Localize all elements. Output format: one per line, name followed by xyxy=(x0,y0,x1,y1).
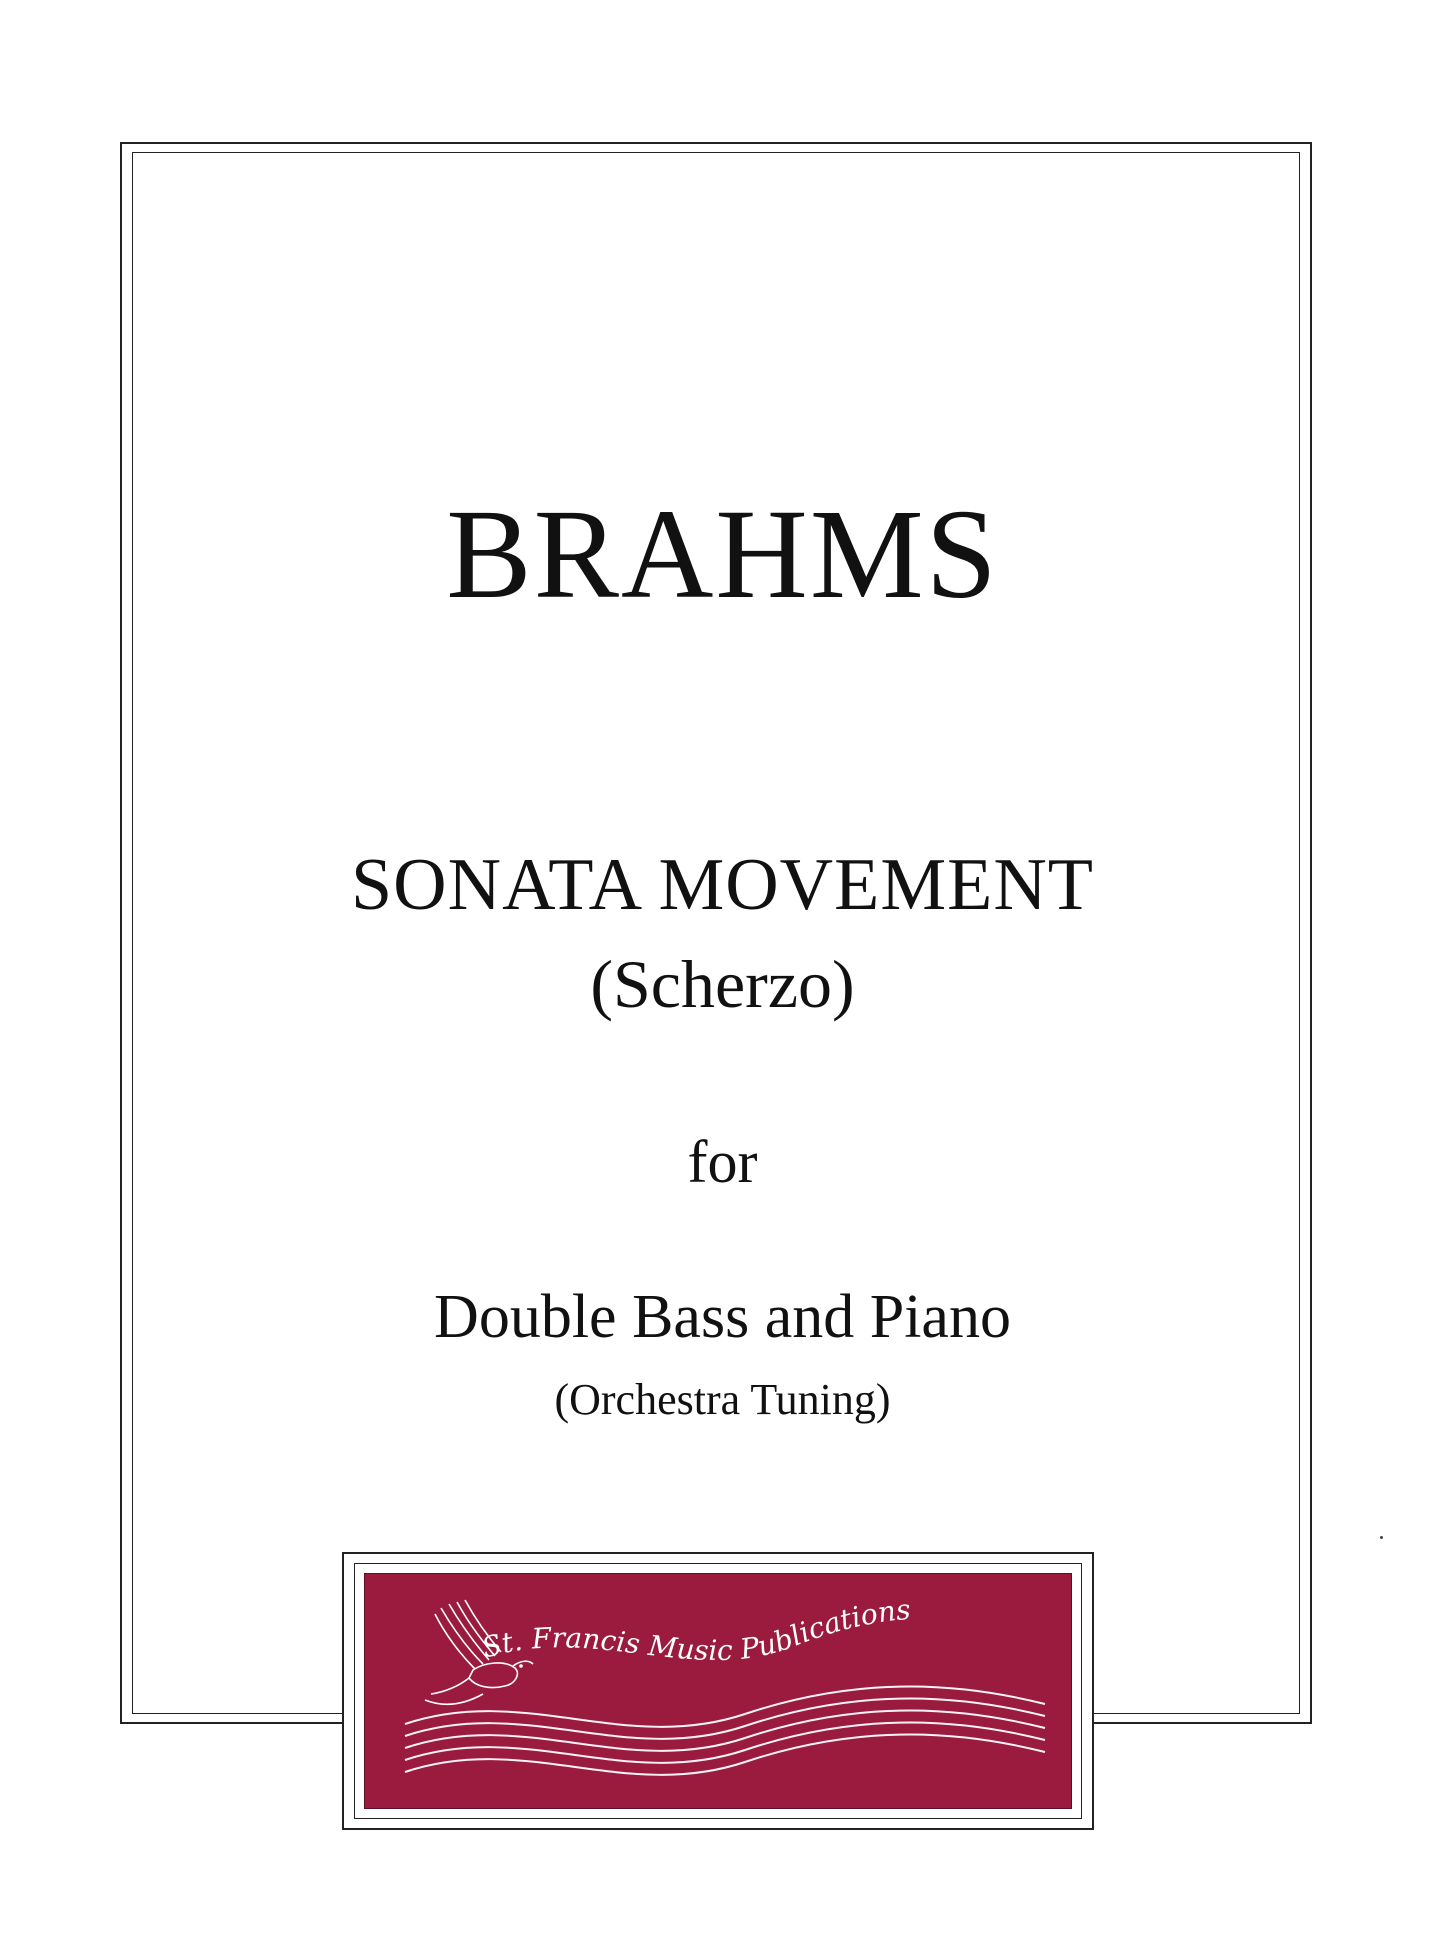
dove-on-staff-logo-icon xyxy=(365,1574,1072,1809)
publisher-name: St. Francis Music Publications xyxy=(478,1592,912,1668)
tuning-note: (Orchestra Tuning) xyxy=(554,1375,891,1424)
work-title: SONATA MOVEMENT xyxy=(351,844,1094,926)
publisher-plate xyxy=(364,1573,1072,1809)
composer-name: BRAHMS xyxy=(446,483,999,625)
scan-speck xyxy=(1380,1536,1383,1539)
svg-text:St. Francis Music Publications xyxy=(478,1593,911,1667)
work-subtitle: (Scherzo) xyxy=(590,946,855,1022)
for-label: for xyxy=(687,1129,758,1195)
instrumentation: Double Bass and Piano xyxy=(434,1283,1011,1351)
cover-inner-border xyxy=(132,152,1300,1714)
